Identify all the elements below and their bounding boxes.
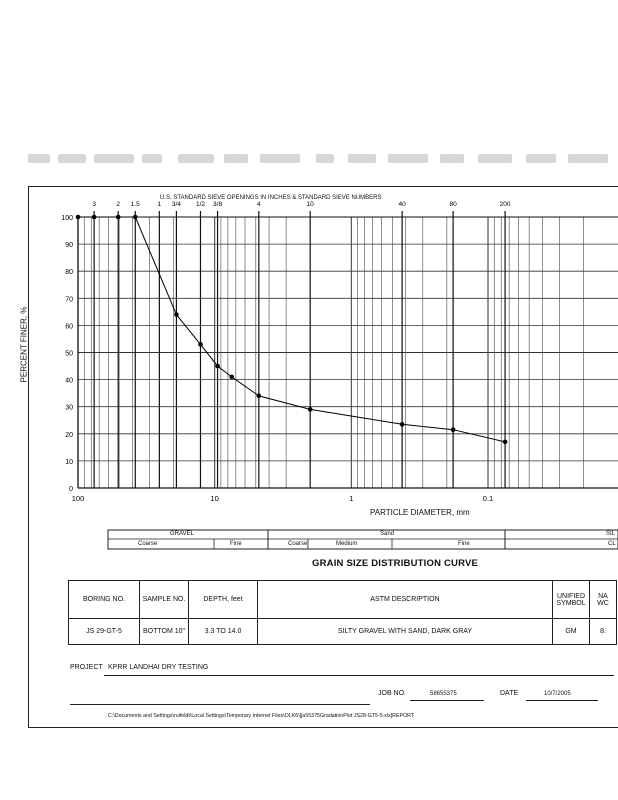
- sieve-label: 1: [157, 201, 162, 208]
- sieve-axis-label: U.S. STANDARD SIEVE OPENINGS IN INCHES & STANDARD SIEVE NUMBERS: [160, 195, 382, 201]
- cell-depth: 3.3 TO 14.0: [189, 619, 258, 645]
- sieve-label: 1/2: [195, 201, 206, 208]
- x-tick-label: 10: [210, 494, 219, 503]
- header-description: ASTM DESCRIPTION: [258, 581, 553, 619]
- coarse-gravel-label: Coarse: [138, 541, 158, 547]
- sieve-label: 2: [116, 201, 121, 208]
- sieve-label: 80: [449, 201, 457, 208]
- sieve-label: 40: [398, 201, 406, 208]
- job-no-value: 58655375: [430, 691, 457, 697]
- silt-clay-label: SIL: [606, 531, 616, 537]
- x-axis-label: PARTICLE DIAMETER, mm: [370, 508, 470, 517]
- sand-label: Sand: [380, 531, 395, 537]
- y-tick-label: 10: [65, 458, 73, 466]
- cell-sample: BOTTOM 10": [140, 619, 189, 645]
- job-no-underline: [410, 700, 484, 701]
- sieve-label: 1.5: [130, 201, 140, 208]
- x-tick-label: 100: [71, 494, 85, 503]
- y-tick-label: 60: [65, 323, 73, 331]
- sieve-label: 3/4: [171, 201, 181, 208]
- y-tick-label: 50: [65, 350, 73, 358]
- cell-boring: JS 29-GT-5: [69, 619, 140, 645]
- project-value: KPRR LANDHAI DRY TESTING: [108, 664, 209, 671]
- x-tick-label: 0.1: [482, 494, 494, 503]
- signature-line: [70, 704, 370, 705]
- project-underline: [104, 675, 614, 676]
- sieve-label: 3: [92, 201, 96, 208]
- y-axis-label: PERCENT FINER, %: [19, 306, 29, 383]
- y-tick-label: 0: [69, 486, 73, 493]
- y-tick-label: 20: [65, 431, 73, 439]
- header-sample: SAMPLE NO.: [140, 581, 189, 619]
- header-boring: BORING NO.: [69, 581, 140, 619]
- y-tick-label: 40: [65, 377, 73, 385]
- header-depth: DEPTH, feet: [189, 581, 258, 619]
- chart-title: GRAIN SIZE DISTRIBUTION CURVE: [312, 558, 479, 569]
- cell-description: SILTY GRAVEL WITH SAND, DARK GRAY: [258, 619, 553, 645]
- x-tick-label: 1: [349, 494, 354, 503]
- fine-sand-label: Fine: [458, 541, 470, 547]
- medium-sand-label: Medium: [336, 541, 358, 547]
- project-label: PROJECT: [70, 664, 103, 671]
- sample-table: [68, 580, 617, 645]
- file-path: C:\Documents and Settings\ruifeldt\Local Settings\Temporary Internet Files\OLK6\[ja55375GradationPlot JS28-GT5-5.xls]REPORT: [108, 713, 415, 719]
- fine-gravel-label: Fine: [230, 541, 242, 547]
- y-tick-label: 30: [65, 404, 73, 412]
- header-natural-wc: NA WC: [590, 581, 617, 619]
- y-tick-label: 70: [65, 296, 73, 304]
- header-unified-symbol: UNIFIED SYMBOL: [553, 581, 590, 619]
- sieve-label: 10: [306, 201, 314, 208]
- date-label: DATE: [500, 690, 519, 697]
- sieve-label: 3/8: [213, 201, 223, 208]
- gravel-label: GRAVEL: [170, 531, 194, 537]
- date-value: 10/7/2005: [544, 691, 571, 697]
- cell-natural-wc: 8.: [590, 619, 617, 645]
- sieve-label: 200: [499, 201, 511, 208]
- coarse-sand-label: Coarse: [288, 541, 308, 547]
- y-tick-label: 90: [65, 242, 73, 250]
- date-underline: [526, 700, 598, 701]
- cell-unified-symbol: GM: [553, 619, 590, 645]
- sieve-label: 4: [257, 201, 261, 208]
- cl-label: CL: [608, 541, 616, 547]
- y-tick-label: 100: [61, 215, 73, 222]
- y-tick-label: 80: [65, 269, 73, 277]
- job-no-label: JOB NO.: [378, 690, 407, 697]
